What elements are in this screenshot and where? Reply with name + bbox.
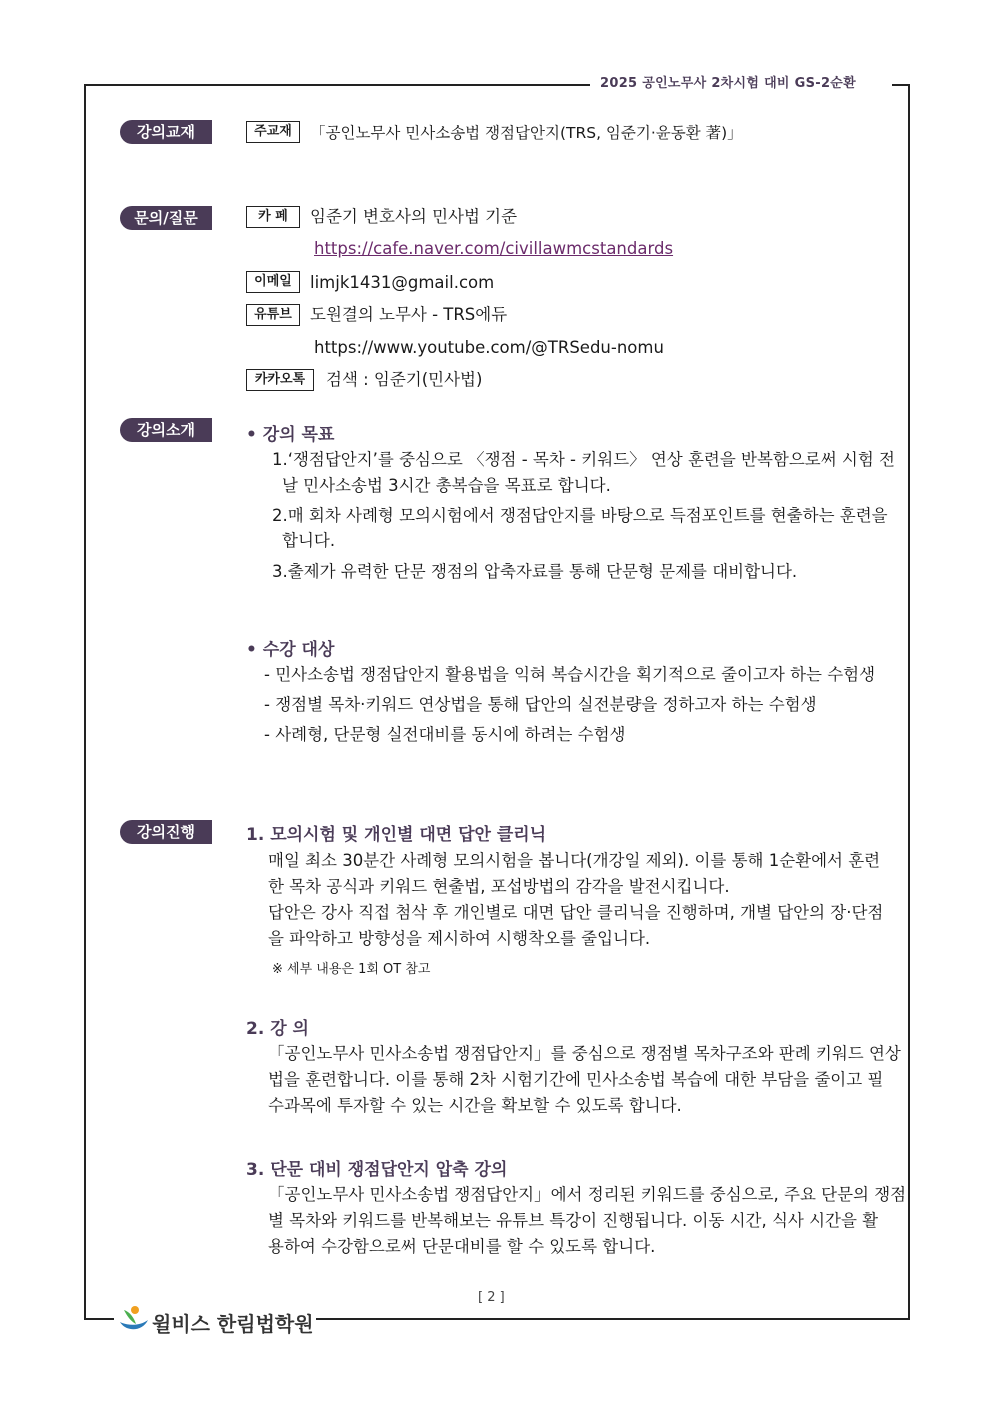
progress-1-line4: 을 파악하고 방향성을 제시하여 시행착오를 줄입니다.	[268, 929, 651, 948]
tag-cafe: 카 페	[246, 206, 300, 228]
kakao-search: 검색 : 임준기(민사법)	[326, 370, 483, 389]
frame-top-left	[84, 84, 590, 86]
youtube-name: 도원결의 노무사 - TRS에듀	[310, 305, 508, 324]
progress-2-line3: 수과목에 투자할 수 있는 시간을 확보할 수 있도록 합니다.	[268, 1096, 682, 1115]
header-title: 2025 공인노무사 2차시험 대비 GS-2순환	[600, 76, 857, 91]
section-label-contact: 문의/질문	[120, 206, 212, 230]
progress-3-line3: 용하여 수강함으로써 단문대비를 할 수 있도록 합니다.	[268, 1237, 656, 1256]
cafe-link[interactable]: https://cafe.naver.com/civillawmcstandards	[314, 239, 674, 258]
progress-2-title: 2. 강 의	[246, 1019, 309, 1039]
youtube-url: https://www.youtube.com/@TRSedu-nomu	[314, 338, 664, 357]
progress-1-line3: 답안은 강사 직접 첨삭 후 개인별로 대면 답안 클리닉을 진행하며, 개별 답안의 장·단점	[268, 903, 884, 922]
frame-left	[84, 84, 86, 1320]
progress-3-line2: 별 목차와 키워드를 반복해보는 유튜브 특강이 진행됩니다. 이동 시간, 식사 시간을 활	[268, 1211, 879, 1230]
cafe-name: 임준기 변호사의 민사법 기준	[310, 207, 518, 226]
goal-1-line1: 1.‘쟁점답안지’를 중심으로 〈쟁점 - 목차 - 키워드〉 연상 훈련을 반복함으로써 시험 전	[272, 450, 895, 469]
target-3: - 사례형, 단문형 실전대비를 동시에 하려는 수험생	[264, 725, 626, 744]
target-title: • 수강 대상	[246, 640, 335, 660]
progress-1-line1: 매일 최소 30분간 사례형 모의시험을 봅니다(개강일 제외). 이를 통해 1순환에서 훈련	[268, 851, 881, 870]
progress-1-line2: 한 목차 공식과 키워드 현출법, 포섭방법의 감각을 발전시킵니다.	[268, 877, 730, 896]
tag-main-textbook: 주교재	[246, 121, 300, 143]
goal-3-line1: 3.출제가 유력한 단문 쟁점의 압축자료를 통해 단문형 문제를 대비합니다.	[272, 562, 798, 581]
goal-2-line1: 2.매 회차 사례형 모의시험에서 쟁점답안지를 바탕으로 득점포인트를 현출하는 훈련을	[272, 506, 888, 525]
goal-title: • 강의 목표	[246, 425, 335, 445]
frame-bottom-left	[84, 1318, 114, 1320]
target-2: - 쟁점별 목차·키워드 연상법을 통해 답안의 실전분량을 정하고자 하는 수험생	[264, 695, 817, 714]
target-1: - 민사소송법 쟁점답안지 활용법을 익혀 복습시간을 획기적으로 줄이고자 하는 수험생	[264, 665, 876, 684]
section-label-textbook: 강의교재	[120, 120, 212, 144]
tag-youtube: 유튜브	[246, 304, 300, 326]
progress-1-note: ※ 세부 내용은 1회 OT 참고	[272, 962, 431, 977]
goal-1-line2: 날 민사소송법 3시간 총복습을 목표로 합니다.	[282, 476, 611, 495]
section-label-progress: 강의진행	[120, 820, 212, 844]
progress-1-title: 1. 모의시험 및 개인별 대면 답안 클리닉	[246, 825, 547, 845]
logo-text: 윌비스 한림법학원	[152, 1312, 314, 1336]
section-label-intro: 강의소개	[120, 418, 212, 442]
progress-2-line1: 「공인노무사 민사소송법 쟁점답안지」를 중심으로 쟁점별 목차구조와 판례 키워드 연상	[268, 1044, 901, 1063]
tag-email: 이메일	[246, 271, 300, 293]
textbook-title: 「공인노무사 민사소송법 쟁점답안지(TRS, 임준기·윤동환 著)」	[310, 124, 743, 142]
page-number: [ 2 ]	[478, 1290, 505, 1305]
tag-kakao: 카카오톡	[246, 369, 314, 391]
progress-3-line1: 「공인노무사 민사소송법 쟁점답안지」에서 정리된 키워드를 중심으로, 주요 단문의 쟁점	[268, 1185, 907, 1204]
frame-right	[908, 84, 910, 1320]
person-leaf-icon	[118, 1304, 150, 1336]
progress-3-title: 3. 단문 대비 쟁점답안지 압축 강의	[246, 1160, 508, 1180]
email-address: limjk1431@gmail.com	[310, 273, 495, 292]
goal-2-line2: 합니다.	[282, 531, 336, 550]
progress-2-line2: 법을 훈련합니다. 이를 통해 2차 시험기간에 민사소송법 복습에 대한 부담을 줄이고 필	[268, 1070, 884, 1089]
frame-bottom-right	[316, 1318, 910, 1320]
